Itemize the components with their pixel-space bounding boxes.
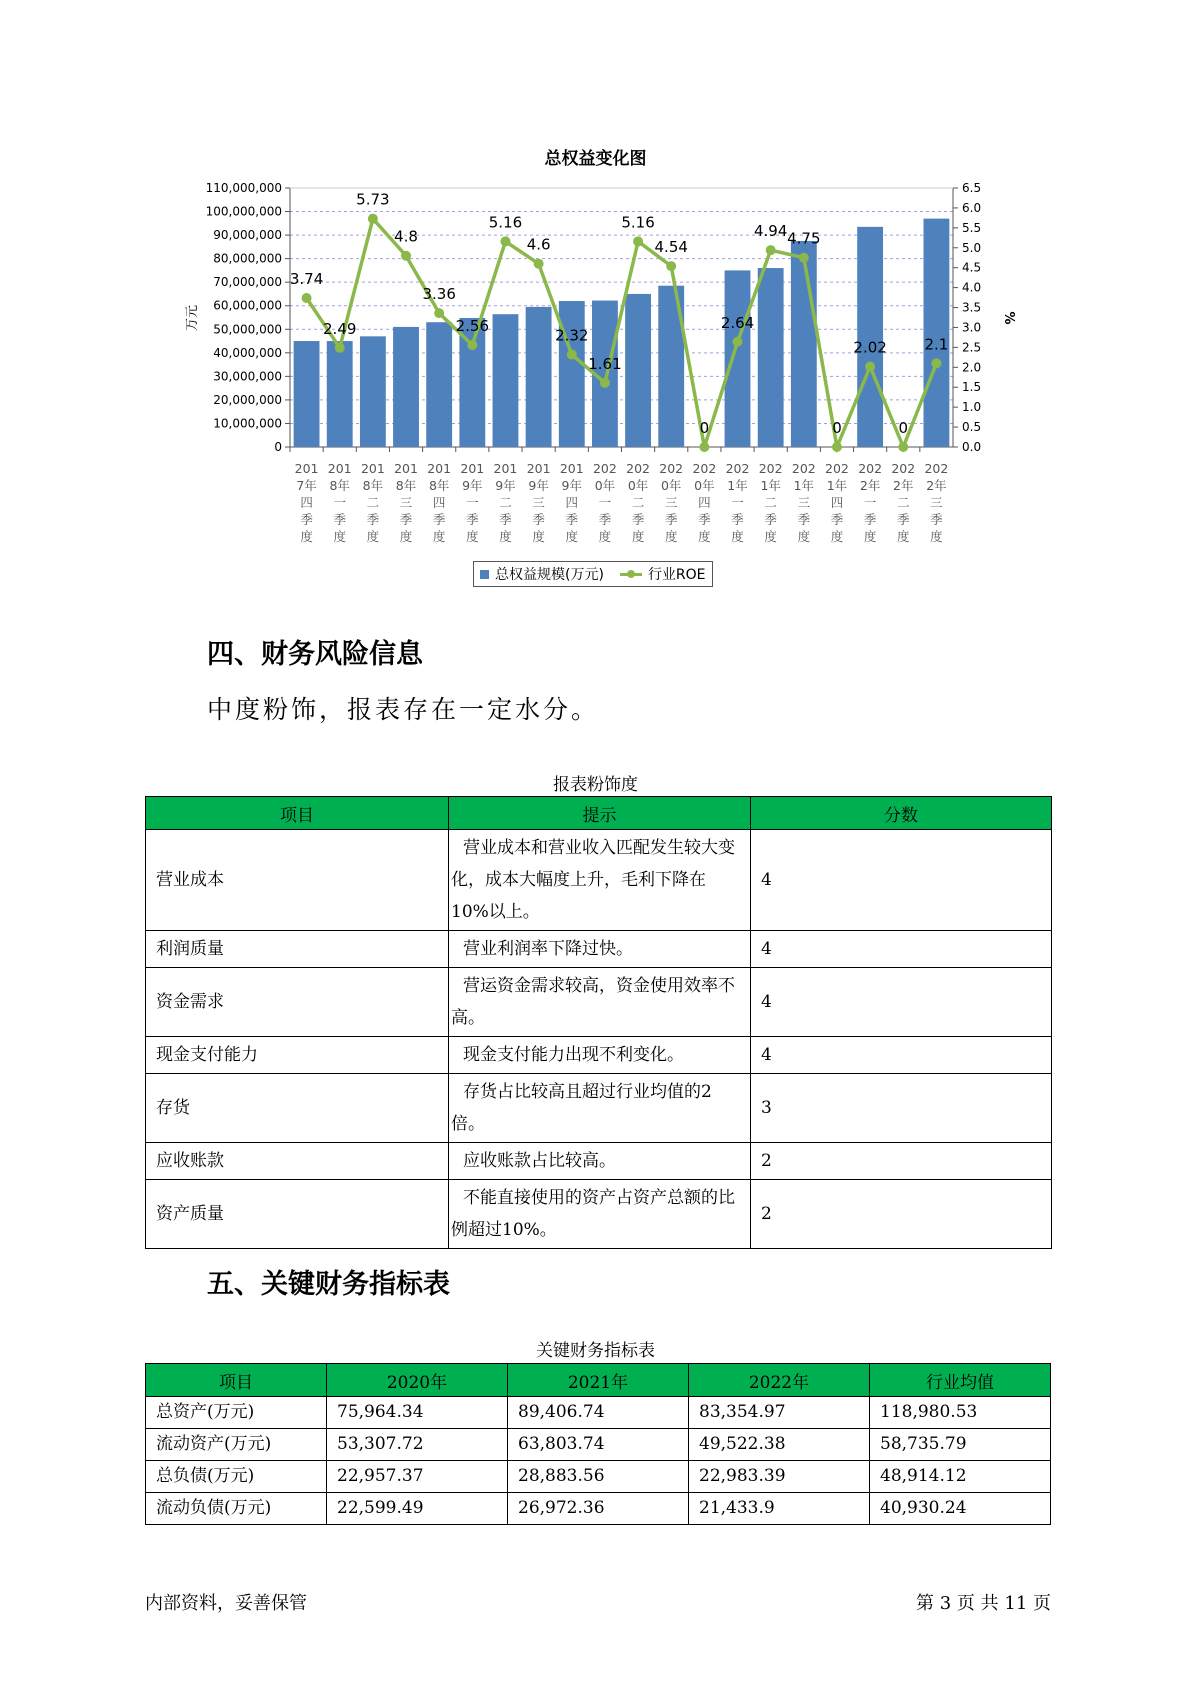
roe-data-label: 2.56 — [455, 316, 490, 335]
risk-table-cell: 4 — [751, 931, 1052, 968]
risk-table-row — [146, 1037, 1052, 1074]
x-tick-label: 1年 — [760, 478, 781, 493]
bar — [426, 322, 452, 447]
x-tick-label: 9年 — [462, 478, 483, 493]
x-tick-label: 季 — [830, 512, 844, 527]
kpi-table-cell: 总资产(万元) — [146, 1397, 327, 1429]
risk-table-row — [146, 1074, 1052, 1143]
roe-data-label: 4.8 — [394, 227, 418, 246]
kpi-table-header — [146, 1364, 1051, 1397]
y-tick-label: 80,000,000 — [213, 251, 282, 266]
x-tick-label: 四 — [300, 495, 313, 510]
risk-table — [145, 796, 1052, 1249]
roe-point — [766, 245, 776, 255]
kpi-table-cell: 63,803.74 — [508, 1429, 689, 1461]
x-tick-label: 7年 — [296, 478, 317, 493]
x-tick-label: 二 — [499, 495, 512, 510]
risk-table-cell: 2 — [751, 1180, 1052, 1249]
y2-tick-label: 2.5 — [962, 340, 982, 355]
x-tick-label: 202 — [725, 461, 750, 476]
x-tick-label: 度 — [764, 529, 777, 544]
x-tick-label: 度 — [598, 529, 612, 544]
x-tick-label: 8年 — [329, 478, 350, 493]
x-tick-label: 三 — [532, 495, 545, 510]
x-tick-label: 度 — [300, 529, 313, 544]
risk-table-row — [146, 1143, 1052, 1180]
kpi-table-cell: 22,983.39 — [689, 1461, 870, 1493]
section4-paragraph: 中度粉饰，报表存在一定水分。 — [207, 695, 600, 724]
x-tick-label: 季 — [598, 512, 612, 527]
x-tick-label: 度 — [731, 529, 744, 544]
risk-table-cell: 存货 — [146, 1074, 449, 1143]
bar — [758, 268, 784, 447]
risk-table-cell: 资金需求 — [146, 968, 449, 1037]
risk-table-cell: 资产质量 — [146, 1180, 449, 1249]
kpi-table-cell: 49,522.38 — [689, 1429, 870, 1461]
risk-table-row — [146, 968, 1052, 1037]
bar — [857, 227, 883, 447]
x-tick-label: 四 — [698, 495, 711, 510]
x-tick-label: 度 — [366, 529, 380, 544]
x-tick-label: 四 — [830, 495, 844, 510]
roe-data-label: 2.02 — [853, 338, 887, 357]
roe-data-label: 4.94 — [753, 222, 788, 241]
x-tick-label: 201 — [493, 461, 518, 476]
y2-tick-label: 1.0 — [962, 400, 982, 415]
x-tick-label: 201 — [460, 461, 485, 476]
x-tick-label: 201 — [294, 461, 319, 476]
risk-table-cell: 4 — [751, 830, 1052, 931]
roe-point — [567, 350, 577, 360]
x-tick-label: 202 — [659, 461, 684, 476]
y2-tick-label: 2.0 — [962, 360, 982, 375]
x-tick-label: 度 — [863, 529, 877, 544]
x-tick-label: 二 — [366, 495, 380, 510]
x-tick-label: 0年 — [627, 478, 649, 493]
kpi-table-cell: 89,406.74 — [508, 1397, 689, 1429]
x-tick-label: 一 — [333, 495, 346, 510]
x-tick-label: 8年 — [362, 478, 384, 493]
risk-table-cell: 营业成本 — [146, 830, 449, 931]
y-axis-title: 万元 — [185, 304, 200, 332]
risk-table-cell: 营业利润率下降过快。 — [449, 931, 751, 968]
roe-point — [733, 337, 743, 347]
x-tick-label: 一 — [731, 495, 744, 510]
kpi-table-row — [146, 1461, 1051, 1493]
kpi-table-cell: 48,914.12 — [870, 1461, 1051, 1493]
bar — [393, 327, 419, 447]
kpi-table-cell: 28,883.56 — [508, 1461, 689, 1493]
x-tick-label: 度 — [532, 529, 545, 544]
x-tick-label: 季 — [432, 512, 446, 527]
kpi-table — [145, 1363, 1051, 1525]
x-tick-label: 季 — [930, 512, 943, 527]
roe-point — [401, 251, 411, 261]
risk-table-row — [146, 830, 1052, 931]
kpi-col-2022: 2022年 — [689, 1364, 870, 1397]
risk-col-item: 项目 — [146, 797, 449, 830]
x-tick-label: 季 — [897, 512, 910, 527]
risk-table-row — [146, 931, 1052, 968]
risk-table-cell: 2 — [751, 1143, 1052, 1180]
x-tick-label: 9年 — [528, 478, 549, 493]
x-tick-label: 季 — [300, 512, 313, 527]
x-tick-label: 季 — [565, 512, 579, 527]
x-tick-label: 度 — [930, 529, 943, 544]
x-tick-label: 季 — [731, 512, 744, 527]
x-tick-label: 季 — [698, 512, 711, 527]
risk-table-cell: 现金支付能力 — [146, 1037, 449, 1074]
roe-point — [467, 340, 477, 350]
roe-data-label: 4.54 — [654, 238, 688, 257]
chart-title: 总权益变化图 — [544, 149, 647, 169]
roe-data-label: 4.6 — [526, 235, 551, 254]
x-tick-label: 季 — [499, 512, 512, 527]
bar — [559, 301, 585, 447]
bar — [725, 270, 751, 447]
risk-table-cell: 营运资金需求较高，资金使用效率不高。 — [449, 968, 751, 1037]
x-tick-label: 1年 — [793, 478, 815, 493]
y-tick-label: 110,000,000 — [205, 181, 282, 195]
x-tick-label: 度 — [897, 529, 910, 544]
y-tick-label: 0 — [274, 440, 282, 454]
x-tick-label: 202 — [924, 461, 949, 476]
x-tick-label: 度 — [432, 529, 446, 544]
footer-confidential: 内部资料，妥善保管 — [145, 1593, 307, 1614]
roe-point — [368, 214, 378, 224]
y2-tick-label: 4.0 — [962, 280, 982, 295]
x-tick-label: 201 — [394, 461, 418, 476]
roe-point — [302, 293, 312, 303]
roe-point — [898, 442, 908, 452]
x-tick-label: 季 — [631, 512, 645, 527]
risk-col-hint: 提示 — [449, 797, 751, 830]
risk-table-cell: 应收账款 — [146, 1143, 449, 1180]
x-tick-label: 2年 — [926, 478, 947, 493]
roe-data-label: 5.73 — [356, 190, 390, 209]
x-tick-label: 1年 — [727, 478, 748, 493]
risk-table-cell: 存货占比较高且超过行业均值的2倍。 — [449, 1074, 751, 1143]
x-tick-label: 8年 — [428, 478, 450, 493]
roe-point — [534, 259, 544, 269]
x-tick-label: 9年 — [495, 478, 516, 493]
y2-tick-label: 5.0 — [962, 240, 982, 255]
y-tick-label: 100,000,000 — [205, 204, 282, 219]
kpi-table-cell: 22,599.49 — [327, 1493, 508, 1525]
x-tick-label: 二 — [897, 495, 910, 510]
x-tick-label: 季 — [764, 512, 777, 527]
x-tick-label: 季 — [333, 512, 346, 527]
risk-table-header — [146, 797, 1052, 830]
y-tick-label: 60,000,000 — [213, 298, 282, 313]
chart-legend — [473, 561, 713, 587]
x-tick-label: 0年 — [594, 478, 616, 493]
y-tick-label: 90,000,000 — [213, 228, 282, 243]
kpi-col-2020: 2020年 — [327, 1364, 508, 1397]
x-tick-label: 季 — [863, 512, 877, 527]
x-tick-label: 202 — [592, 461, 617, 476]
kpi-table-cell: 40,930.24 — [870, 1493, 1051, 1525]
roe-data-label: 3.74 — [289, 269, 324, 288]
x-tick-label: 2年 — [859, 478, 881, 493]
x-tick-label: 三 — [399, 495, 413, 510]
roe-point — [500, 236, 510, 246]
roe-point — [832, 442, 842, 452]
x-tick-label: 度 — [698, 529, 711, 544]
section4-heading: 四、财务风险信息 — [207, 639, 423, 670]
risk-table-cell: 3 — [751, 1074, 1052, 1143]
x-tick-label: 201 — [427, 461, 452, 476]
y2-tick-label: 3.0 — [962, 320, 982, 335]
y2-axis-title: % — [1001, 311, 1016, 325]
risk-col-score: 分数 — [751, 797, 1052, 830]
kpi-table-cell: 总负债(万元) — [146, 1461, 327, 1493]
kpi-table-cell: 流动资产(万元) — [146, 1429, 327, 1461]
kpi-table-cell: 83,354.97 — [689, 1397, 870, 1429]
x-tick-label: 季 — [366, 512, 380, 527]
x-tick-label: 一 — [466, 495, 479, 510]
bar — [923, 219, 949, 447]
bar — [791, 241, 817, 447]
x-tick-label: 三 — [664, 495, 678, 510]
y-tick-label: 70,000,000 — [213, 275, 282, 290]
bar — [493, 314, 519, 447]
x-tick-label: 度 — [333, 529, 346, 544]
roe-data-label: 1.61 — [588, 354, 622, 373]
roe-data-label: 3.36 — [422, 285, 456, 304]
kpi-table-cell: 53,307.72 — [327, 1429, 508, 1461]
legend-line-swatch — [620, 573, 642, 576]
y2-tick-label: 5.5 — [962, 220, 982, 235]
x-tick-label: 0年 — [694, 478, 715, 493]
x-tick-label: 202 — [626, 461, 651, 476]
kpi-table-cell: 58,735.79 — [870, 1429, 1051, 1461]
legend-bar-swatch — [480, 570, 489, 579]
y2-tick-label: 4.5 — [962, 260, 982, 275]
x-tick-label: 三 — [797, 495, 811, 510]
kpi-table-row — [146, 1397, 1051, 1429]
kpi-col-industry-avg: 行业均值 — [870, 1364, 1051, 1397]
x-tick-label: 201 — [559, 461, 584, 476]
footer-page-number: 第 3 页 共 11 页 — [916, 1593, 1051, 1614]
roe-point — [600, 378, 610, 388]
risk-table-cell: 现金支付能力出现不利变化。 — [449, 1037, 751, 1074]
roe-data-label: 4.75 — [787, 229, 821, 248]
x-tick-label: 202 — [692, 461, 717, 476]
x-tick-label: 度 — [830, 529, 844, 544]
kpi-table-caption: 关键财务指标表 — [536, 1341, 655, 1361]
section5-heading: 五、关键财务指标表 — [207, 1269, 450, 1300]
y2-tick-label: 0.0 — [962, 440, 982, 454]
risk-table-cell: 利润质量 — [146, 931, 449, 968]
legend-bar-label: 总权益规模(万元) — [495, 567, 604, 583]
roe-point — [799, 253, 809, 263]
kpi-col-2021: 2021年 — [508, 1364, 689, 1397]
risk-table-cell: 应收账款占比较高。 — [449, 1143, 751, 1180]
x-tick-label: 二 — [764, 495, 777, 510]
x-tick-label: 201 — [526, 461, 551, 476]
x-tick-label: 202 — [891, 461, 916, 476]
x-tick-label: 四 — [432, 495, 446, 510]
x-tick-label: 季 — [664, 512, 678, 527]
y2-tick-label: 3.5 — [962, 300, 982, 315]
roe-data-label: 5.16 — [488, 213, 523, 232]
roe-data-label: 2.1 — [924, 335, 949, 354]
kpi-table-cell: 75,964.34 — [327, 1397, 508, 1429]
kpi-table-cell: 21,433.9 — [689, 1493, 870, 1525]
x-tick-label: 0年 — [660, 478, 682, 493]
x-tick-label: 202 — [758, 461, 783, 476]
bar — [625, 294, 651, 447]
x-tick-label: 度 — [664, 529, 678, 544]
y-tick-label: 20,000,000 — [213, 392, 282, 407]
y2-tick-label: 1.5 — [962, 380, 982, 395]
y-tick-label: 10,000,000 — [213, 416, 282, 431]
x-tick-label: 202 — [791, 461, 816, 476]
equity-chart — [0, 0, 1191, 600]
x-tick-label: 8年 — [395, 478, 417, 493]
y-tick-label: 50,000,000 — [213, 322, 282, 337]
roe-point — [335, 343, 345, 353]
x-tick-label: 季 — [797, 512, 811, 527]
kpi-table-cell: 26,972.36 — [508, 1493, 689, 1525]
x-tick-label: 四 — [565, 495, 579, 510]
x-tick-label: 9年 — [561, 478, 583, 493]
bar — [294, 341, 320, 447]
kpi-table-cell: 流动负债(万元) — [146, 1493, 327, 1525]
kpi-table-cell: 22,957.37 — [327, 1461, 508, 1493]
y2-tick-label: 0.5 — [962, 420, 982, 435]
kpi-table-cell: 118,980.53 — [870, 1397, 1051, 1429]
x-tick-label: 一 — [598, 495, 612, 510]
roe-data-label: 0 — [832, 419, 842, 437]
risk-table-caption: 报表粉饰度 — [553, 775, 638, 795]
roe-point — [666, 261, 676, 271]
x-tick-label: 度 — [466, 529, 479, 544]
roe-data-label: 0 — [699, 419, 710, 437]
x-tick-label: 度 — [399, 529, 413, 544]
roe-point — [865, 362, 875, 372]
roe-data-label: 2.64 — [720, 313, 755, 332]
bar — [327, 341, 353, 447]
x-tick-label: 2年 — [893, 478, 914, 493]
x-tick-label: 1年 — [826, 478, 848, 493]
x-tick-label: 201 — [327, 461, 352, 476]
roe-point — [434, 308, 444, 318]
kpi-table-row — [146, 1493, 1051, 1525]
x-tick-label: 季 — [532, 512, 545, 527]
risk-table-cell: 4 — [751, 968, 1052, 1037]
roe-point — [699, 442, 709, 452]
kpi-table-row — [146, 1429, 1051, 1461]
x-tick-label: 季 — [399, 512, 413, 527]
equity-chart-svg — [0, 0, 1191, 560]
risk-table-cell: 4 — [751, 1037, 1052, 1074]
kpi-col-item: 项目 — [146, 1364, 327, 1397]
x-tick-label: 度 — [499, 529, 512, 544]
y2-tick-label: 6.5 — [962, 181, 982, 195]
x-tick-label: 度 — [565, 529, 579, 544]
roe-point — [931, 358, 941, 368]
x-tick-label: 一 — [863, 495, 877, 510]
roe-data-label: 2.32 — [555, 326, 589, 345]
legend-line-label: 行业ROE — [647, 567, 706, 583]
y-tick-label: 40,000,000 — [213, 345, 282, 360]
x-tick-label: 二 — [631, 495, 645, 510]
x-tick-label: 202 — [858, 461, 883, 476]
bar — [526, 307, 552, 447]
roe-data-label: 0 — [898, 419, 909, 437]
x-tick-label: 度 — [797, 529, 811, 544]
risk-table-row — [146, 1180, 1052, 1249]
risk-table-cell: 营业成本和营业收入匹配发生较大变化，成本大幅度上升，毛利下降在10%以上。 — [449, 830, 751, 931]
roe-point — [633, 236, 643, 246]
roe-data-label: 5.16 — [621, 213, 655, 232]
y-tick-label: 30,000,000 — [213, 369, 282, 384]
x-tick-label: 202 — [825, 461, 849, 476]
roe-data-label: 2.49 — [323, 319, 357, 338]
bar — [360, 336, 386, 447]
x-tick-label: 季 — [466, 512, 479, 527]
risk-table-cell: 不能直接使用的资产占资产总额的比例超过10%。 — [449, 1180, 751, 1249]
x-tick-label: 三 — [930, 495, 943, 510]
y2-tick-label: 6.0 — [962, 200, 982, 215]
x-tick-label: 201 — [360, 461, 385, 476]
x-tick-label: 度 — [631, 529, 645, 544]
